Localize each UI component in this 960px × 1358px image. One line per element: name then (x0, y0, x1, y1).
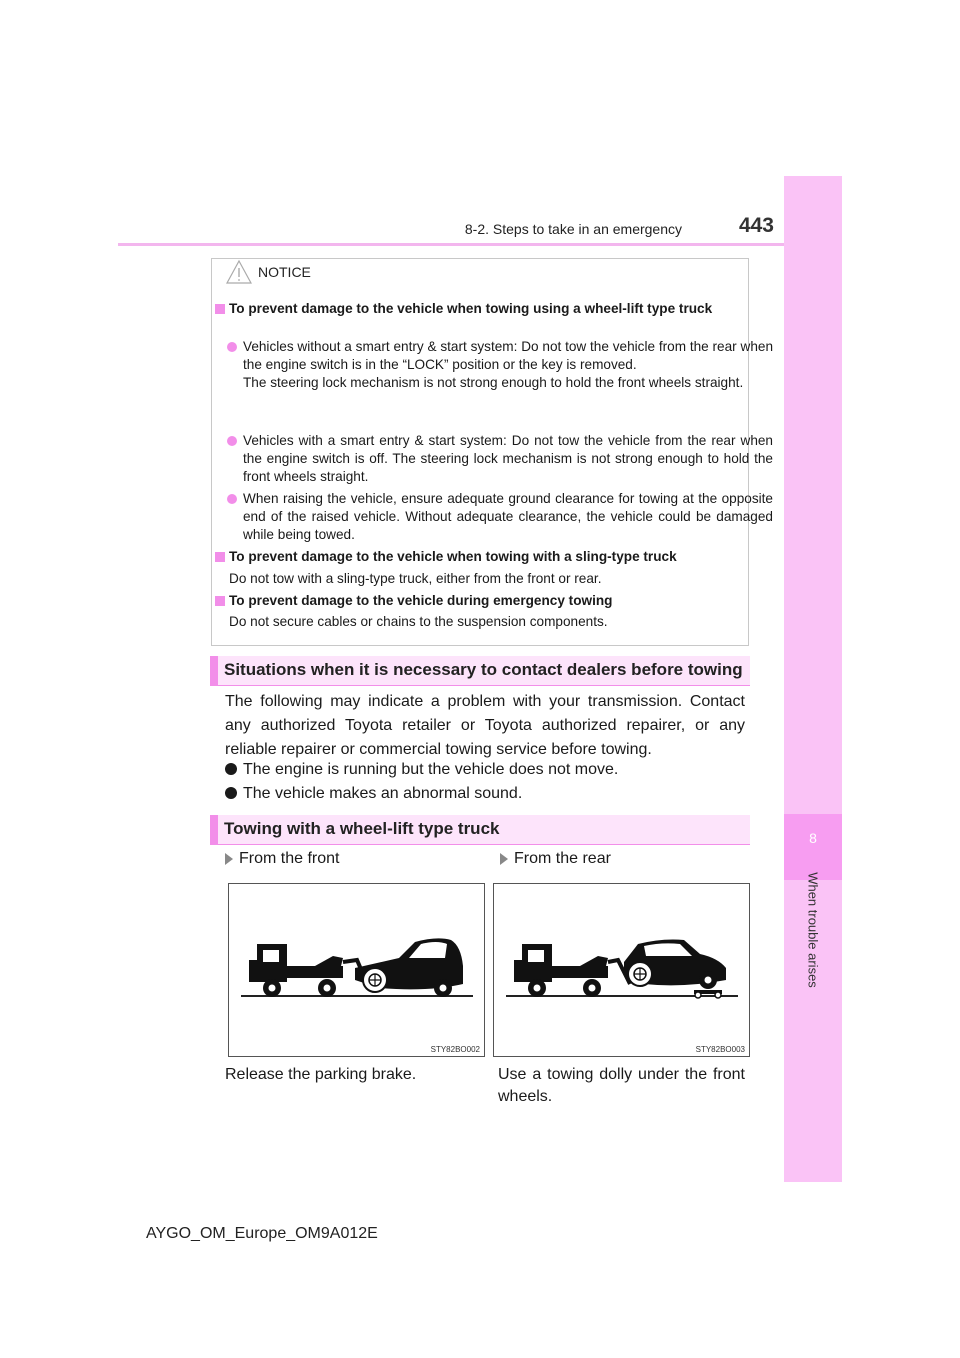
subheading-front: From the front (225, 850, 339, 868)
notice-heading-emergency: To prevent damage to the vehicle during emergency towing (215, 592, 759, 610)
caption-rear: Use a towing dolly under the front wheels. (498, 1066, 745, 1105)
notice-bullet-no-smart-entry: Vehicles without a smart entry & start system: Do not tow the vehicle from the rear when the engine switch is in the “LOCK” position or the key is removed. The steering lock mechanism is not strong enough to hold the front wheels straight. (215, 338, 773, 392)
chapter-number: 8 (809, 830, 817, 846)
figure-tow-rear (493, 883, 750, 1057)
notice-bullet-smart-entry: Vehicles with a smart entry & start system: Do not tow the vehicle from the rear when the engine switch is off. The steering lock mechanism is not strong enough to hold the front wheels straight. (215, 432, 773, 486)
subheading-rear: From the rear (500, 850, 611, 868)
caption-front: Release the parking brake. (225, 1066, 417, 1083)
notice-heading-wheel-lift: To prevent damage to the vehicle when towing using a wheel-lift type truck (215, 300, 759, 318)
round-bullet-icon (227, 436, 237, 446)
figure-code: STY82BO003 (695, 1045, 745, 1054)
round-bullet-icon (227, 494, 237, 504)
notice-text-sling: Do not tow with a sling-type truck, either from the front or rear. (229, 571, 602, 586)
arrow-right-icon (225, 853, 233, 865)
page-number: 443 (738, 214, 774, 237)
notice-heading-sling: To prevent damage to the vehicle when towing with a sling-type truck (215, 548, 759, 566)
square-bullet-icon (215, 304, 225, 314)
figure-tow-front (228, 883, 485, 1057)
chapter-number-block (784, 814, 842, 880)
square-bullet-icon (215, 552, 225, 562)
tow-truck-rear-illustration (494, 884, 749, 1056)
notice-header (226, 259, 311, 285)
header-rule (118, 243, 840, 246)
section-header-wheel-lift: Towing with a wheel-lift type truck (210, 815, 750, 845)
bullet-dot-icon (225, 763, 237, 775)
tow-truck-front-illustration (229, 884, 484, 1056)
warning-triangle-icon (226, 259, 252, 285)
notice-text-emergency: Do not secure cables or chains to the suspension components. (229, 614, 608, 629)
document-id: AYGO_OM_Europe_OM9A012E (146, 1225, 378, 1242)
arrow-right-icon (500, 853, 508, 865)
square-bullet-icon (215, 596, 225, 606)
section-body-text: The following may indicate a problem with your transmission. Contact any authorized Toyota retailer or Toyota authorized repairer, or any reliable repairer or commercial towing service before towing. (225, 693, 745, 758)
figure-code: STY82BO002 (430, 1045, 480, 1054)
notice-bullet-ground-clearance: When raising the vehicle, ensure adequate ground clearance for towing at the opposite end of the raised vehicle. Without adequate clearance, the vehicle could be damaged while being towed. (215, 490, 773, 544)
section-header-contact-dealers: Situations when it is necessary to contact dealers before towing (210, 656, 750, 686)
notice-title: NOTICE (258, 264, 311, 280)
chapter-side-tab[interactable] (784, 176, 842, 1182)
list-item: The engine is running but the vehicle does not move. (225, 758, 618, 782)
round-bullet-icon (227, 342, 237, 352)
section-title: 8-2. Steps to take in an emergency (464, 221, 682, 237)
list-item: The vehicle makes an abnormal sound. (225, 782, 522, 806)
bullet-dot-icon (225, 787, 237, 799)
